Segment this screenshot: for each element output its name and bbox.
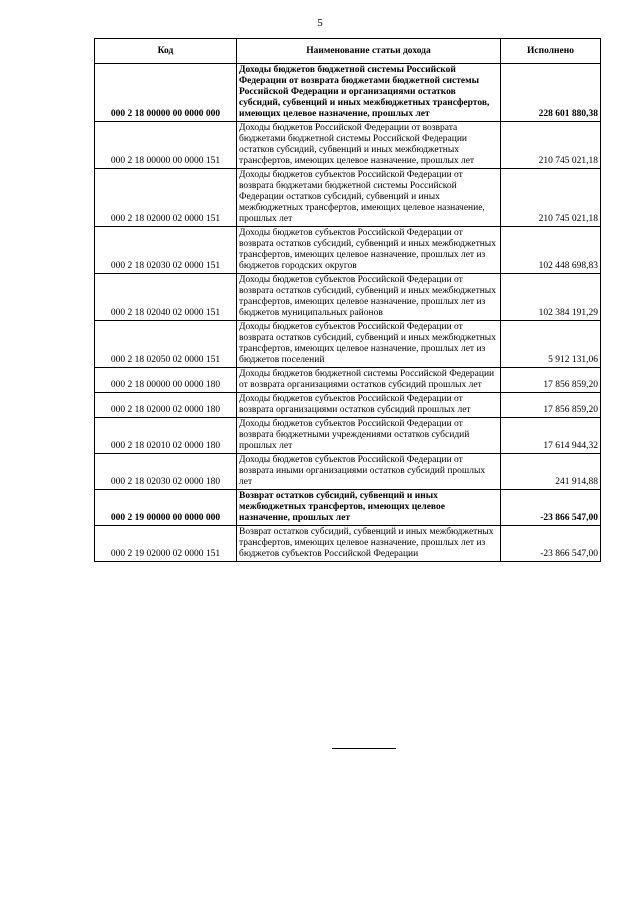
row-code: 000 2 18 02000 02 0000 180 xyxy=(95,393,237,418)
row-amount: 17 614 944,32 xyxy=(501,418,601,454)
row-code: 000 2 18 02050 02 0000 151 xyxy=(95,321,237,368)
row-name: Доходы бюджетов бюджетной системы Российской Федерации от возврата бюджетами бюджетной системы Российской Федерации и организациями остатков субсидий, субвенций и иных межбюджетных трансфертов, имеющих целевое назначение, прошлых лет xyxy=(237,64,501,122)
table-header-row xyxy=(95,39,601,64)
row-code: 000 2 18 00000 00 0000 151 xyxy=(95,122,237,169)
row-name: Возврат остатков субсидий, субвенций и иных межбюджетных трансфертов, имеющих целевое назначение, прошлых лет xyxy=(237,490,501,526)
page-number: 5 xyxy=(317,17,323,29)
revenue-table xyxy=(94,38,601,562)
end-divider xyxy=(332,748,396,749)
table-row xyxy=(95,169,601,227)
row-name: Доходы бюджетов субъектов Российской Федерации от возврата иными организациями остатков субсидий прошлых лет xyxy=(237,454,501,490)
header-name: Наименование статьи дохода xyxy=(237,39,501,64)
row-code: 000 2 18 02000 02 0000 151 xyxy=(95,169,237,227)
table-row xyxy=(95,274,601,321)
row-name: Доходы бюджетов бюджетной системы Российской Федерации от возврата организациями остатков субсидий прошлых лет xyxy=(237,368,501,393)
table-row xyxy=(95,122,601,169)
row-name: Возврат остатков субсидий, субвенций и иных межбюджетных трансфертов, имеющих целевое назначение, прошлых лет из бюджетов субъектов Российской Федерации xyxy=(237,526,501,562)
row-code: 000 2 18 00000 00 0000 180 xyxy=(95,368,237,393)
row-code: 000 2 19 00000 00 0000 000 xyxy=(95,490,237,526)
row-name: Доходы бюджетов субъектов Российской Федерации от возврата организациями остатков субсидий прошлых лет xyxy=(237,393,501,418)
row-name: Доходы бюджетов субъектов Российской Федерации от возврата остатков субсидий, субвенций и иных межбюджетных трансфертов, имеющих целевое назначение, прошлых лет из бюджетов поселений xyxy=(237,321,501,368)
row-code: 000 2 18 00000 00 0000 000 xyxy=(95,64,237,122)
row-amount: 210 745 021,18 xyxy=(501,169,601,227)
row-amount: -23 866 547,00 xyxy=(501,526,601,562)
row-code: 000 2 19 02000 02 0000 151 xyxy=(95,526,237,562)
row-code: 000 2 18 02030 02 0000 180 xyxy=(95,454,237,490)
row-amount: 17 856 859,20 xyxy=(501,393,601,418)
table-row xyxy=(95,321,601,368)
row-amount: 210 745 021,18 xyxy=(501,122,601,169)
table-row xyxy=(95,526,601,562)
row-amount: 102 448 698,83 xyxy=(501,227,601,274)
row-amount: 241 914,88 xyxy=(501,454,601,490)
row-name: Доходы бюджетов Российской Федерации от возврата бюджетами бюджетной системы Российской Федерации остатков субсидий, субвенций и иных межбюджетных трансфертов, имеющих целевое назначение, прошлых лет xyxy=(237,122,501,169)
row-name: Доходы бюджетов субъектов Российской Федерации от возврата бюджетами бюджетной системы Российской Федерации остатков субсидий, субвенций и иных межбюджетных трансфертов, имеющих целевое назначение, прошлых лет xyxy=(237,169,501,227)
row-name: Доходы бюджетов субъектов Российской Федерации от возврата бюджетными учреждениями остатков субсидий прошлых лет xyxy=(237,418,501,454)
row-name: Доходы бюджетов субъектов Российской Федерации от возврата остатков субсидий, субвенций и иных межбюджетных трансфертов, имеющих целевое назначение, прошлых лет из бюджетов муниципальных районов xyxy=(237,274,501,321)
row-amount: 102 384 191,29 xyxy=(501,274,601,321)
header-code: Код xyxy=(95,39,237,64)
row-code: 000 2 18 02030 02 0000 151 xyxy=(95,227,237,274)
header-amount: Исполнено xyxy=(501,39,601,64)
row-name: Доходы бюджетов субъектов Российской Федерации от возврата остатков субсидий, субвенций и иных межбюджетных трансфертов, имеющих целевое назначение, прошлых лет из бюджетов городских округов xyxy=(237,227,501,274)
row-amount: 228 601 880,38 xyxy=(501,64,601,122)
table-row xyxy=(95,454,601,490)
table-row xyxy=(95,393,601,418)
table-row xyxy=(95,490,601,526)
row-amount: -23 866 547,00 xyxy=(501,490,601,526)
table-row xyxy=(95,368,601,393)
table-row xyxy=(95,64,601,122)
table-row xyxy=(95,418,601,454)
row-code: 000 2 18 02040 02 0000 151 xyxy=(95,274,237,321)
row-code: 000 2 18 02010 02 0000 180 xyxy=(95,418,237,454)
row-amount: 5 912 131,06 xyxy=(501,321,601,368)
table-row xyxy=(95,227,601,274)
row-amount: 17 856 859,20 xyxy=(501,368,601,393)
